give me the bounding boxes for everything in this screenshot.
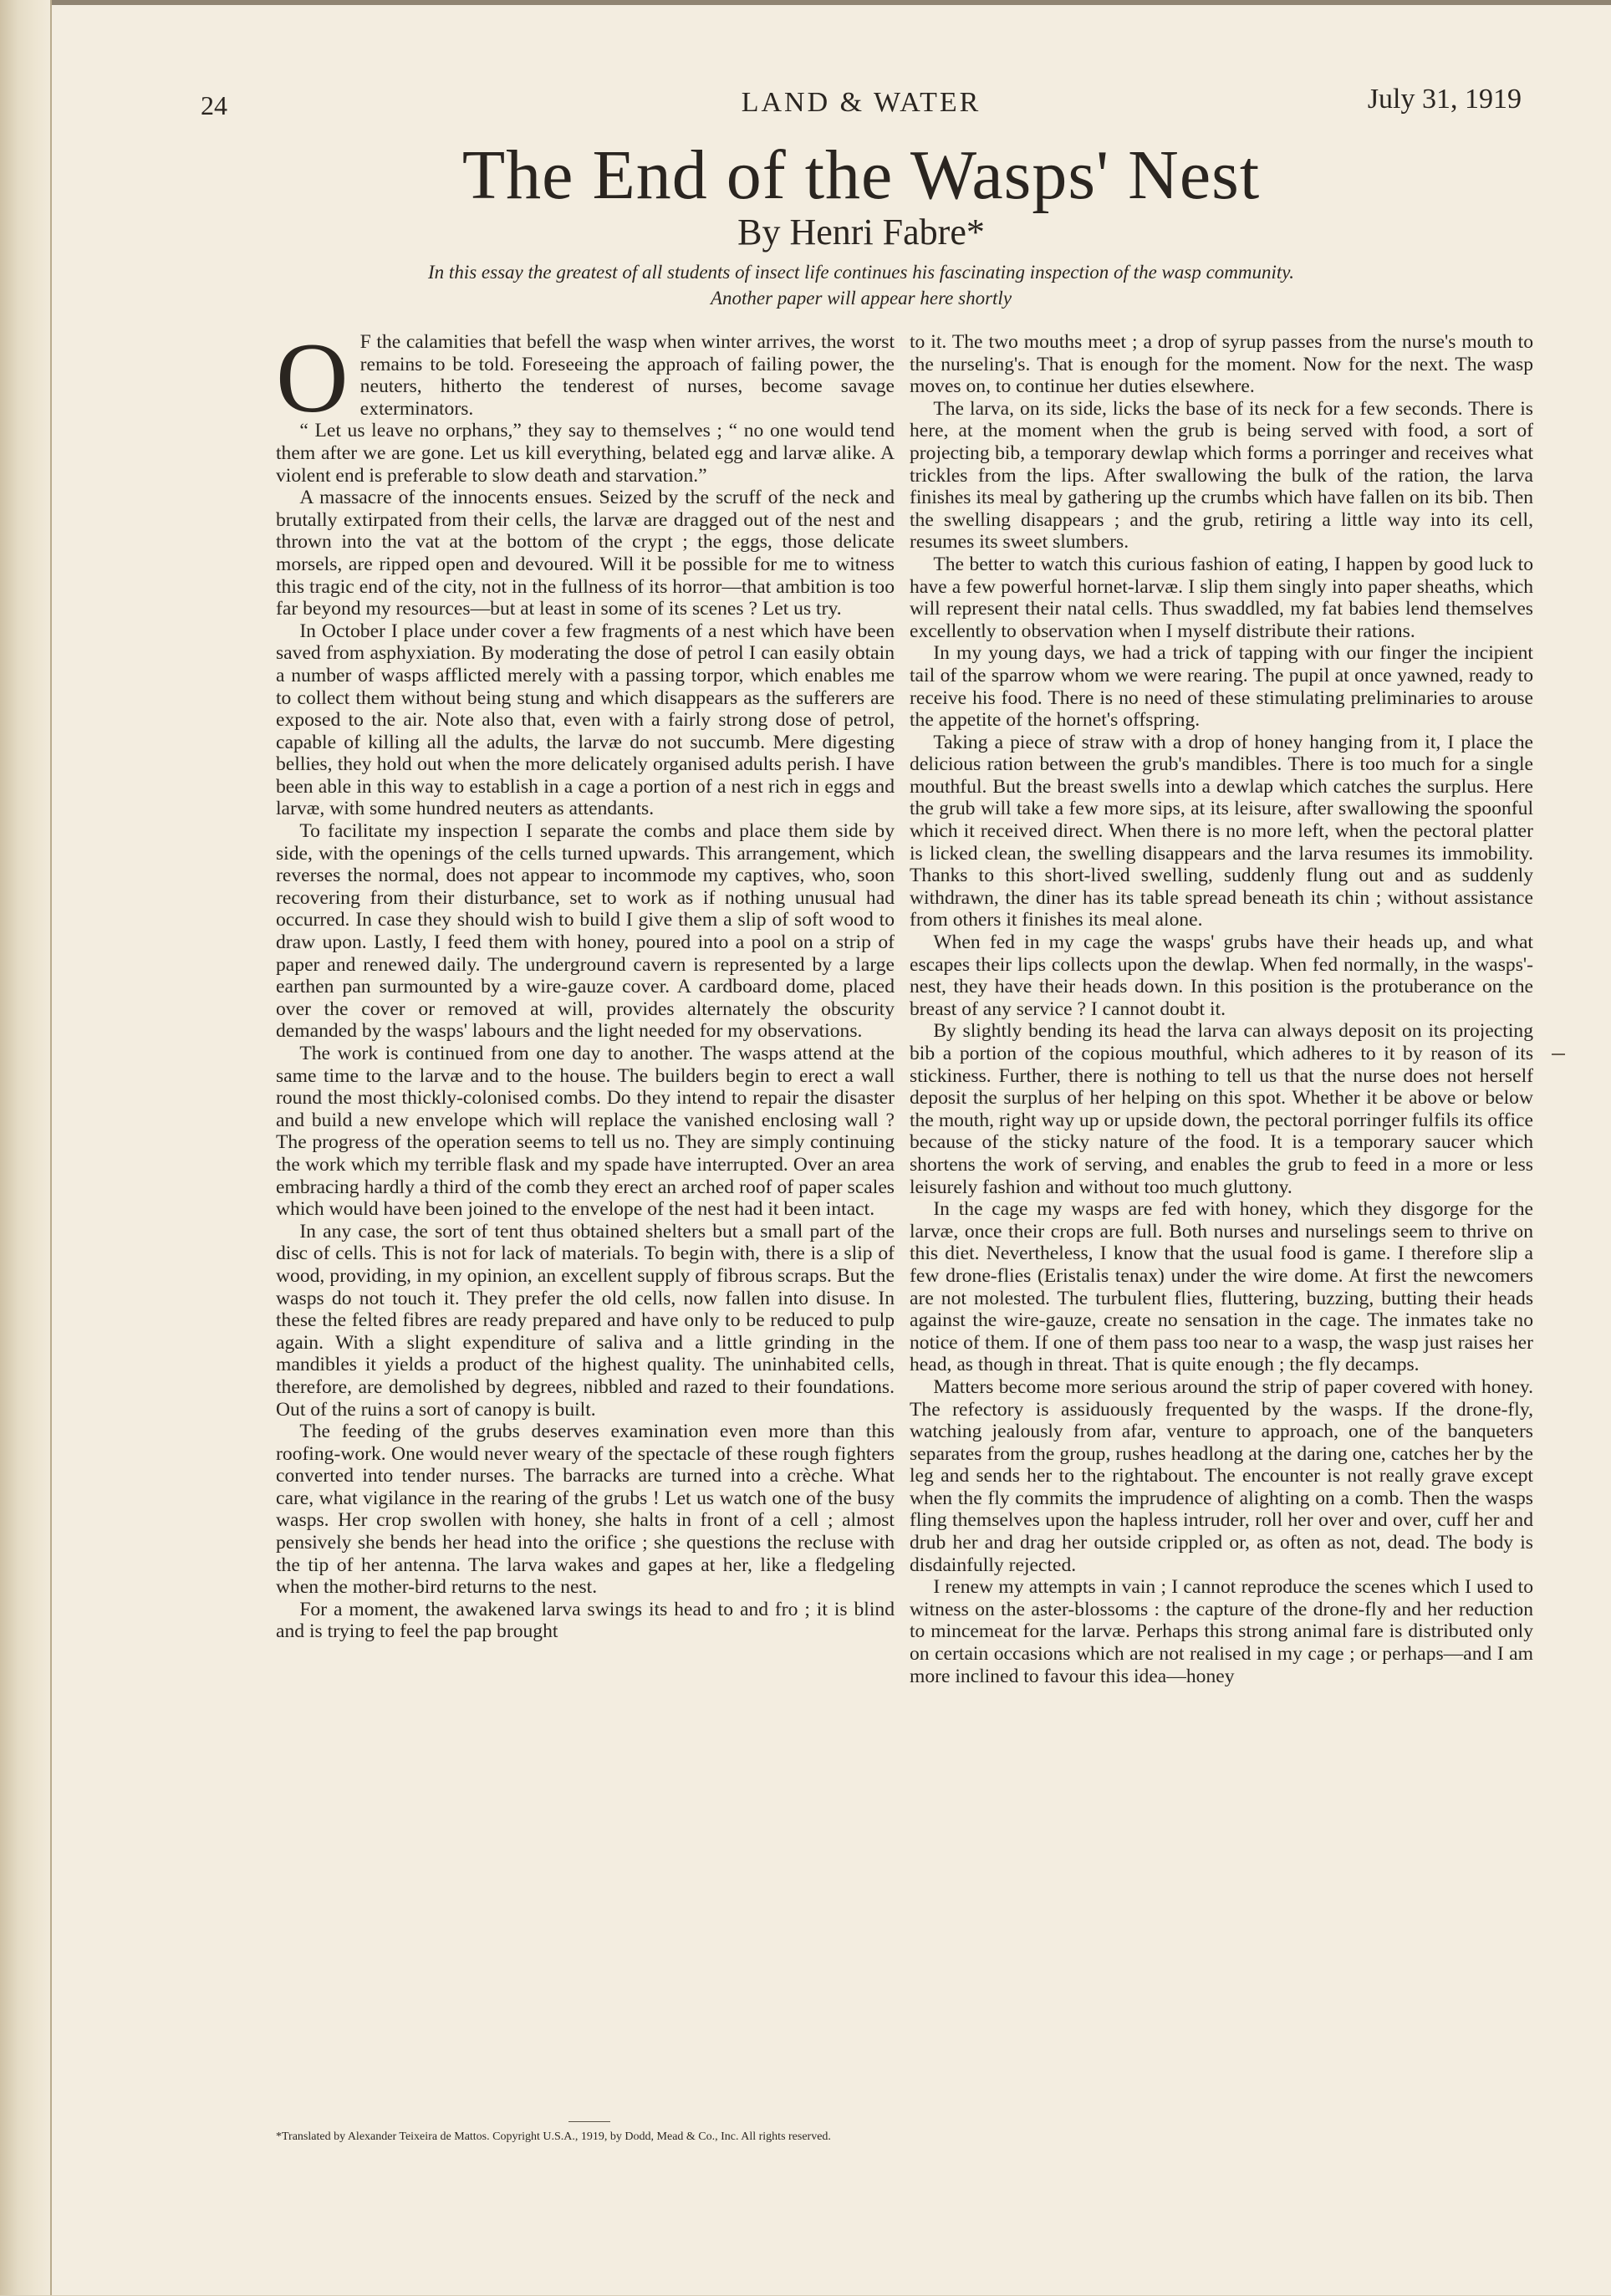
paragraph-continuation: to it. The two mouths meet ; a drop of syrup passes from the nurse's mouth to the nurseling's. That is enough for the moment. Now for the next. The wasp moves on, to continue her duties elsewhere. (910, 331, 1533, 398)
margin-mark (1552, 1054, 1565, 1055)
paragraph-15: By slightly bending its head the larva can always deposit on its projecting bib a portion of the copious mouthful, which adheres to it by reason of its stickiness. Further, there is nothing to tell us that the nurse does not herself deposit the surplus of her helping on this spot. Whether it be above or below the mouth, right way up or upside down, the pectoral porringer fulfils its office because of the sticky nature of the food. It is a temporary saucer which shortens the work of serving, and enables the grub to feed in a more or less leisurely fashion and without too much gluttony. (910, 1020, 1533, 1198)
paragraph-2: “ Let us leave no orphans,” they say to themselves ; “ no one would tend them after we are gone. Let us kill everything, belated egg and larvæ alike. A violent end is preferable to slow death and starvation.” (276, 420, 895, 487)
footnote-rule (568, 2121, 610, 2122)
drop-cap: O (276, 322, 349, 433)
paragraph-text: F the calamities that befell the wasp when winter arrives, the worst remains to be told. Foreseeing the approach of failing power, the neuters, hitherto the tenderest of nurses, become savage exterminators. (359, 331, 895, 420)
article-standfirst: In this essay the greatest of all students of insect life continues his fascinating inspection of the wasp community. Another paper will appear here shortly (428, 262, 1294, 309)
right-column (910, 331, 1533, 2296)
paragraph-3: A massacre of the innocents ensues. Seized by the scruff of the neck and brutally extirpated from their cells, the larvæ are dragged out of the nest and thrown into the vat at the bottom of the crypt ; the eggs, those delicate morsels, are ripped open and devoured. Will it be possible for me to witness this tragic end of the city, not in the fullness of its horror—that ambition is too far beyond my resources—but at least in some of its scenes ? Let us try. (276, 487, 895, 620)
paragraph-8: The feeding of the grubs deserves examination even more than this roofing-work. One would never weary of the spectacle of these rough fighters converted into tender nurses. The barracks are turned into a crèche. What care, what vigilance in the rearing of the grubs ! Let us watch one of the busy wasps. Her crop swollen with honey, she halts in front of a cell ; almost pensively she bends her head into the orifice ; she questions the recluse with the tip of her antenna. The larva wakes and gapes at her, like a fledgeling when the mother-bird returns to the nest. (276, 1421, 895, 1599)
page-number: 24 (201, 90, 227, 120)
paragraph-6: The work is continued from one day to another. The wasps attend at the same time to the larvæ and to the house. The builders begin to erect a wall round the most thickly-colonised combs. Do they intend to repair the disaster and build a new envelope which will replace the vanished enclosing wall ? The progress of the operation seems to tell us no. They are simply continuing the work which my terrible flask and my spade have interrupted. Over an area embracing hardly a third of the comb they erect an arched roof of paper scales which would have been joined to the envelope of the nest had it been intact. (276, 1043, 895, 1221)
paragraph-10: The larva, on its side, licks the base of its neck for a few seconds. There is here, at the moment when the grub is being served with food, a sort of projecting bib, a temporary dewlap which forms a porringer and receives what trickles from the lips. After swallowing the bulk of the ration, the larva finishes its meal by gathering up the crumbs which have fallen on its bib. Then the swelling disappears ; and the grub, retiring a little way into its cell, resumes its sweet slumbers. (910, 397, 1533, 554)
book-binding (0, 0, 52, 2295)
paragraph-13: Taking a piece of straw with a drop of honey hanging from it, I place the delicious ration between the grub's mandibles. There is too much for a single mouthful. But the breast swells into a dewlap which catches the surplus. Here the grub will take a few more sips, at its leisure, after swallowing the spoonful which it received direct. When there is no more left, when the pectoral platter is licked clean, the swelling disappears and the larva resumes its immobility. Thanks to this short-lived swelling, suddenly flung out and as suddenly withdrawn, the diner has its table spread beneath its chin ; without assistance from others it finishes its meal alone. (910, 731, 1533, 931)
paragraph-5: To facilitate my inspection I separate the combs and place them side by side, with the openings of the cells turned upwards. This arrangement, which reverses the normal, does not appear to incommode my captives, who, soon recovering from their disturbance, set to work as if nothing unusual had occurred. In case they should wish to build I give them a slip of soft wood to draw upon. Lastly, I feed them with honey, poured into a pool on a strip of paper and renewed daily. The underground cavern is represented by a large earthen pan surmounted by a wire-gauze cover. A cardboard dome, placed over the cover or removed at will, provides alternately the obscurity demanded by the wasps' labours and the light needed for my observations. (276, 820, 895, 1043)
paragraph-16: In the cage my wasps are fed with honey, which they disgorge for the larvæ, once their crops are full. Both nurses and nurselings seem to thrive on this diet. Nevertheless, I know that the usual food is game. I therefore slip a few drone-flies (Eristalis tenax) under the wire dome. At first the newcomers are not molested. The turbulent flies, fluttering, buzzing, butting their heads against the wire-gauze, create no sensation in the cage. The inmates take no notice of them. If one of them pass too near to a wasp, the wasp just raises her head, as though in threat. That is quite enough ; the fly decamps. (910, 1198, 1533, 1376)
paragraph-7: In any case, the sort of tent thus obtained shelters but a small part of the disc of cells. This is not for lack of materials. To begin with, there is a slip of wood, providing, in my opinion, an excellent supply of fibrous scraps. But the wasps do not touch it. They prefer the old cells, now fallen into disuse. In these the felted fibres are ready prepared and have only to be reduced to pulp again. With a slight expenditure of saliva and a little grinding in the mandibles it yields a product of the highest quality. The uninhabited cells, therefore, are demolished by degrees, nibbled and razed to their foundations. Out of the ruins a sort of canopy is built. (276, 1220, 895, 1421)
paragraph-17: Matters become more serious around the strip of paper covered with honey. The refectory is assiduously frequented by the wasps. If the drone-fly, watching jealously from afar, venture to approach, one of the banqueters separates from the group, rushes headlong at the daring one, catches her by the leg and sends her to the rightabout. The encounter is not really grave except when the fly commits the imprudence of alighting on a comb. Then the wasps fling themselves upon the hapless intruder, roll her over and over, cuff her and drub her and drag her outside crippled or, as often as not, dead. The body is disdainfully rejected. (910, 1375, 1533, 1576)
footnote: *Translated by Alexander Teixeira de Mattos. Copyright U.S.A., 1919, by Dodd, Mead & Co., Inc. All rights reserved. (276, 2130, 831, 2143)
paragraph-1 (276, 322, 895, 433)
paragraph-12: In my young days, we had a trick of tapping with our finger the incipient tail of the sparrow whom we were rearing. The pupil at once yawned, ready to receive his food. There is no need of these stimulating preliminaries to arouse the appetite of the hornet's offspring. (910, 642, 1533, 732)
paragraph-4: In October I place under cover a few fragments of a nest which have been saved from asphyxiation. By moderating the dose of petrol I can easily obtain a number of wasps afflicted merely with a passing torpor, which enables me to collect them without being stung and which disappears as the sufferers are exposed to the air. Note also that, even with a fairly strong dose of petrol, capable of killing all the adults, the larvæ do not succumb. Mere digesting bellies, they hold out when the more delicately organised adults perish. I have been able in this way to establish in a cage a portion of a nest rich in eggs and larvæ, with some hundred neuters as attendants. (276, 620, 895, 820)
paragraph-18: I renew my attempts in vain ; I cannot reproduce the scenes which I used to witness on the aster-blossoms : the capture of the drone-fly and her reduction to mincemeat for the larvæ. Perhaps this strong animal fare is distributed only on certain occasions which are not realised in my cage ; or perhaps—and I am more inclined to favour this idea—honey (910, 1576, 1533, 1687)
article-byline: By Henri Fabre* (737, 212, 985, 253)
journal-title: LAND & WATER (741, 87, 981, 118)
paragraph-9: For a moment, the awakened larva swings its head to and fro ; it is blind and is trying to feel the pap brought (276, 1598, 895, 1643)
issue-date: July 31, 1919 (1367, 84, 1522, 115)
article-title: The End of the Wasps' Nest (461, 136, 1261, 214)
running-head (201, 84, 1522, 125)
paragraph-14: When fed in my cage the wasps' grubs have their heads up, and what escapes their lips collects upon the dewlap. When fed normally, in the wasps'-nest, they have their heads down. In this position is the protuberance on the breast of any service ? I cannot doubt it. (910, 931, 1533, 1020)
paragraph-11: The better to watch this curious fashion of eating, I happen by good luck to have a few powerful hornet-larvæ. I slip them singly into paper sheaths, which will represent their natal cells. Thus swaddled, my fat babies lend themselves excellently to observation when I myself distribute their rations. (910, 553, 1533, 642)
page-top-edge (52, 0, 1611, 5)
left-column (276, 322, 895, 2112)
